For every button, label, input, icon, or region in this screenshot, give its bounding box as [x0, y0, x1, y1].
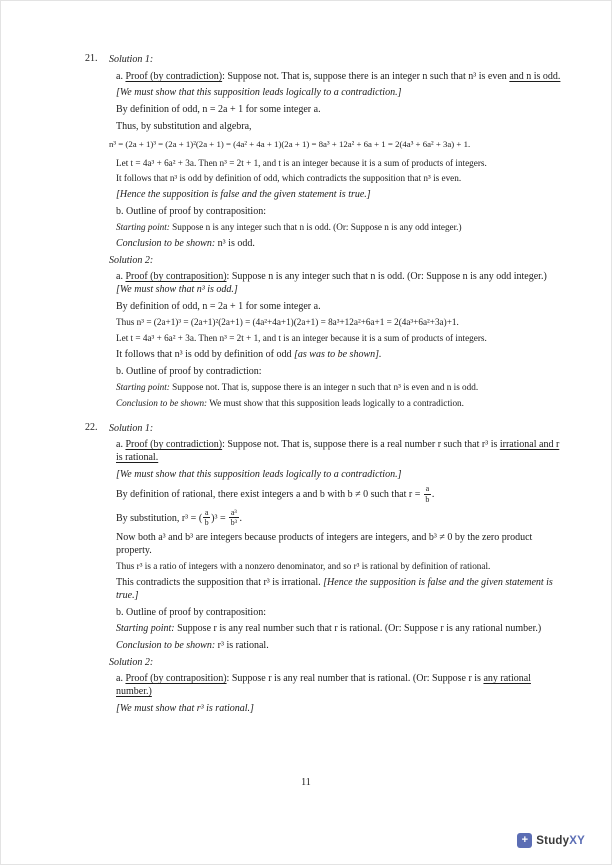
it-follows-line: It follows that n³ is odd by definition of odd, which contradicts the supposition that n³ is even.: [116, 173, 462, 184]
starting-point-line: [116, 222, 561, 234]
fraction-a3-over-b3: [229, 508, 238, 527]
text-segment: It follows that n³ is odd by definition of odd: [116, 348, 294, 360]
text-segment: Suppose n is any integer such that n is odd. (Or: Suppose n is any odd integer.): [169, 222, 462, 233]
we-must-show-note-2: [We must show that r³ is rational.]: [116, 702, 254, 714]
proof-method-label: Proof (by contraposition): [125, 271, 227, 283]
conclusion-line: [116, 640, 561, 653]
outline-contradiction-heading: b. Outline of proof by contradiction:: [116, 365, 262, 377]
solution-1-heading: Solution 1:: [109, 422, 154, 434]
starting-point-label: Starting point:: [116, 222, 170, 233]
fraction-numerator: a³: [230, 507, 237, 517]
text-segment: By substitution, r³ = (: [116, 512, 203, 524]
underlined-phrase: any rational number.): [116, 673, 531, 697]
text-segment: a.: [116, 439, 126, 451]
outline-contraposition-heading: b. Outline of proof by contraposition:: [116, 205, 266, 217]
text-segment: : Suppose r is any real number that is rational. (Or: Suppose r is: [226, 673, 484, 685]
hence-note-inline: [Hence the supposition is false and the given statement is true.]: [116, 577, 553, 601]
text-segment: By definition of rational, there exist integers a and b with b ≠ 0 such that r =: [116, 489, 423, 501]
text-segment: : Suppose not. That is, suppose there is a real number r such that r³ is: [222, 439, 500, 451]
text-segment: .: [239, 512, 243, 524]
contradicts-line: [116, 577, 561, 602]
as-was-to-be-shown-note: [as was to be shown].: [293, 348, 382, 360]
definition-of-rational-line: [116, 485, 561, 504]
text-segment: We must show that this supposition leads logically to a contradiction.: [207, 397, 464, 408]
fraction-a-over-b: [203, 508, 210, 527]
fraction-numerator: a: [425, 484, 430, 494]
we-must-show-note: [We must show that this supposition leads logically to a contradiction.]: [116, 87, 402, 99]
proof-by-contraposition-paragraph: [116, 673, 561, 698]
underlined-phrase: and n is odd.: [509, 70, 561, 82]
fraction-denominator: b: [204, 517, 209, 527]
ratio-of-integers-line: Thus r³ is a ratio of integers with a nonzero denominator, and so r³ is rational by definition of rational.: [116, 561, 491, 572]
problem-22-number: 22.: [85, 421, 98, 433]
fraction-denominator: b³: [230, 517, 238, 527]
page-number: 11: [301, 777, 311, 788]
underlined-phrase: irrational and r is rational.: [116, 439, 560, 463]
text-segment: n³ is odd.: [215, 238, 255, 250]
problem-21: [85, 53, 561, 414]
text-segment: a.: [116, 70, 126, 82]
fraction-a-over-b: [424, 484, 431, 503]
definition-of-odd-line: By definition of odd, n = 2a + 1 for some integer a.: [116, 104, 321, 116]
thus-line: Thus, by substitution and algebra,: [116, 120, 252, 132]
text-segment: : Suppose not. That is, suppose there is an integer n such that n³ is even: [222, 70, 510, 82]
proof-method-label: Proof (by contraposition): [125, 673, 227, 685]
proof-method-label: Proof (by contradiction): [125, 70, 223, 82]
substitution-line: [116, 509, 561, 528]
thus-expansion-inline: Thus n³ = (2a+1)³ = (2a+1)²(2a+1) = (4a²+4a+1)(2a+1) = 8a³+12a²+6a+1 = 2(4a³+6a²+3a)+1.: [116, 317, 459, 328]
outline-contraposition-heading: b. Outline of proof by contraposition:: [116, 606, 266, 618]
conclusion-label: Conclusion to be shown:: [116, 397, 208, 408]
brand-name-study: Study: [536, 834, 570, 847]
starting-point-line: [116, 623, 561, 636]
conclusion-line: [116, 238, 561, 251]
text-segment: Suppose not. That is, suppose there is an integer n such that n³ is even and n is odd.: [169, 382, 479, 393]
fraction-numerator: a: [204, 507, 209, 517]
problem-22-body: [109, 422, 561, 720]
conclusion-label: Conclusion to be shown:: [116, 238, 216, 250]
problem-22: [85, 422, 561, 720]
text-segment: This contradicts the supposition that r³ is irrational.: [116, 577, 324, 589]
let-t-line: Let t = 4a³ + 6a² + 3a. Then n³ = 2t + 1, and t is an integer because it is a sum of products of integers.: [116, 157, 487, 168]
we-must-show-note: [We must show that this supposition leads logically to a contradiction.]: [116, 468, 402, 480]
solution-2-heading: Solution 2:: [109, 656, 154, 668]
conclusion-label: Conclusion to be shown:: [116, 639, 216, 651]
text-segment: )³ =: [211, 512, 229, 524]
text-segment: r³ is rational.: [215, 639, 269, 651]
fraction-denominator: b: [425, 494, 430, 504]
plus-icon: +: [517, 833, 532, 848]
definition-of-odd-line-2: By definition of odd, n = 2a + 1 for some integer a.: [116, 300, 321, 312]
solutions-content: [85, 53, 561, 727]
solution-2-heading: Solution 2:: [109, 254, 154, 266]
we-must-show-note-inline: [We must show that n³ is odd.]: [116, 284, 238, 296]
starting-point-line-2: [116, 382, 561, 394]
proof-by-contradiction-paragraph: [116, 71, 561, 84]
studyxy-wordmark: [536, 835, 585, 847]
problem-21-body: [109, 53, 561, 414]
hence-note: [Hence the supposition is false and the given statement is true.]: [116, 188, 371, 200]
text-segment: : Suppose n is any integer such that n is odd. (Or: Suppose n is any odd integer.): [226, 271, 547, 283]
it-follows-line-2: [116, 349, 561, 362]
solution-1-heading: Solution 1:: [109, 54, 154, 65]
brand-name-xy: XY: [569, 834, 585, 847]
conclusion-line-2: [116, 398, 561, 410]
proof-by-contraposition-paragraph: [116, 271, 561, 296]
text-segment: a.: [116, 673, 126, 685]
integers-products-line: Now both a³ and b³ are integers because products of integers are integers, and b³ ≠ 0 by the zero product property.: [116, 532, 533, 556]
cube-expansion-equation: n³ = (2a + 1)³ = (2a + 1)²(2a + 1) = (4a² + 4a + 1)(2a + 1) = 8a³ + 12a² + 6a + 1 = 2(4a³ + 6a² + 3a) + 1.: [109, 139, 471, 150]
problem-21-number: 21.: [85, 53, 98, 64]
let-t-line-2: Let t = 4a³ + 6a² + 3a. Then n³ = 2t + 1, and t is an integer because it is a sum of products of integers.: [116, 333, 487, 344]
text-segment: a.: [116, 271, 126, 283]
starting-point-label: Starting point:: [116, 382, 170, 393]
starting-point-label: Starting point:: [116, 623, 175, 635]
text-segment: Suppose r is any real number such that r is rational. (Or: Suppose r is any rational number.): [174, 623, 542, 635]
text-segment: .: [431, 489, 435, 501]
proof-by-contradiction-paragraph: [116, 439, 561, 464]
proof-method-label: Proof (by contradiction): [125, 439, 223, 451]
studyxy-logo: [517, 833, 585, 848]
